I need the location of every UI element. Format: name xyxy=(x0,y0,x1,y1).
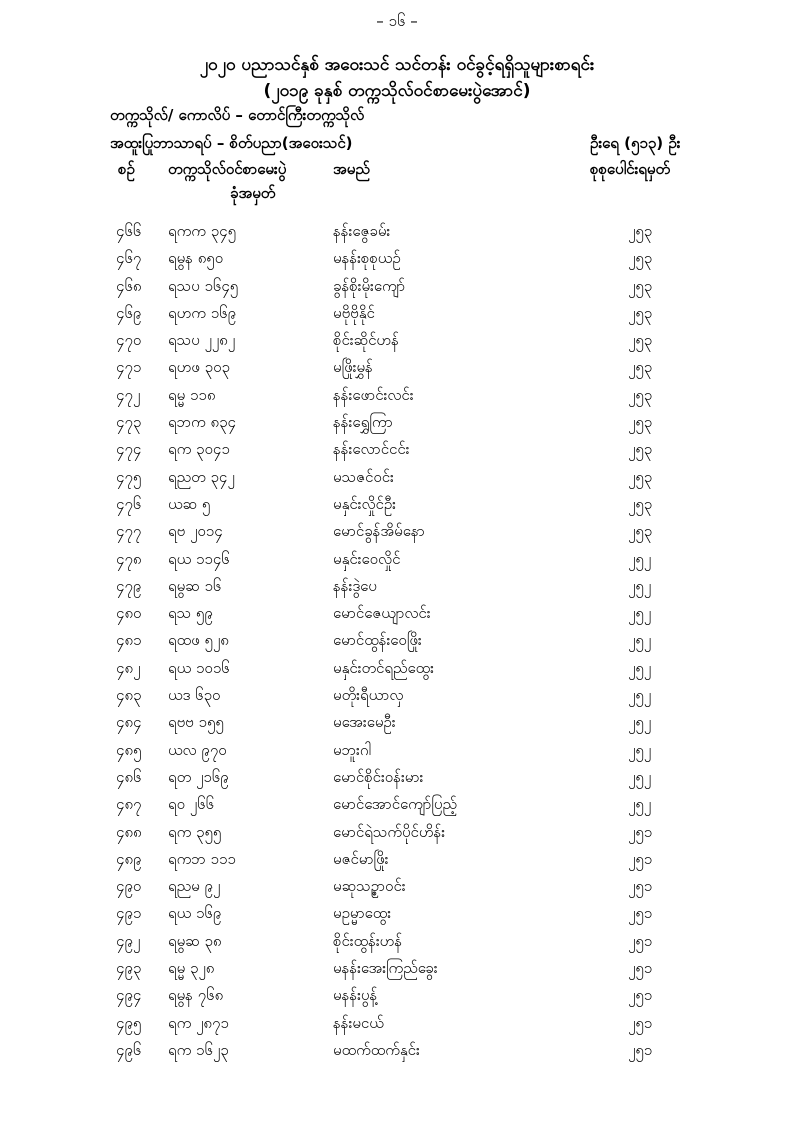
university-label: တက္ကသိုလ်/ ကောလိပ် – တောင်ကြီးတက္ကသိုလ် xyxy=(110,106,365,124)
total-score: ၂၅၃ xyxy=(628,222,653,240)
total-score: ၂၅၂ xyxy=(628,549,652,568)
roll-number: ရဟဖ ၃၀၃ xyxy=(168,358,230,377)
roll-number: ရထဖ ၅၂၈ xyxy=(168,631,229,650)
total-score: ၂၅၂ xyxy=(628,713,652,732)
table-row xyxy=(0,440,794,467)
row-number: ၄၈၂ xyxy=(116,658,141,677)
total-score: ၂၅၁ xyxy=(628,849,653,868)
total-score: ၂၅၁ xyxy=(628,986,653,1005)
student-name: မနန်းစုစုယဉ် xyxy=(333,249,401,268)
student-name: မဆုသဉ္စာဝင်း xyxy=(333,877,406,896)
student-name: မောင်ခွန်အိမ်နော xyxy=(333,522,425,541)
roll-number: ရယ ၁၀၁၆ xyxy=(168,658,230,677)
table-row xyxy=(0,386,794,413)
table-row xyxy=(0,495,794,522)
total-score: ၂၅၂ xyxy=(628,686,652,705)
row-number: ၄၈၇ xyxy=(116,795,142,814)
student-name: မဖြိုးမွှန် xyxy=(333,358,373,377)
roll-number: ရသ ၅၉ xyxy=(168,604,213,623)
table-row xyxy=(0,850,794,877)
student-name: မဘူးဂါ xyxy=(333,740,371,759)
table-row xyxy=(0,741,794,768)
total-score: ၂၅၃ xyxy=(628,413,653,432)
roll-number: ရကဘ ၁၁၁ xyxy=(168,849,236,868)
roll-number: ရက ၃၀၄၁ xyxy=(168,440,230,459)
roll-number: ရက ၃၅၅ xyxy=(168,822,222,841)
row-number: ၄၈၁ xyxy=(116,631,142,650)
table-row xyxy=(0,795,794,822)
roll-number: ရမွန ၇၆၈ xyxy=(168,986,224,1005)
total-score: ၂၅၃ xyxy=(628,303,653,322)
document-subtitle: (၂၀၁၉ ခုနှစ် တက္ကသိုလ်ဝင်စာမေးပွဲအောင်) xyxy=(263,81,531,101)
roll-number: ရမွဆ ၃၈ xyxy=(168,931,222,950)
row-number: ၄၈၃ xyxy=(116,686,142,705)
student-name: နန်းရွှေကြာ xyxy=(333,413,393,432)
row-number: ၄၇၉ xyxy=(116,576,142,595)
roll-number: ရဗ ၂၀၁၄ xyxy=(168,522,223,541)
total-score: ၂၅၂ xyxy=(628,740,652,759)
total-score: ၂၅၂ xyxy=(628,631,652,650)
total-score: ၂၅၃ xyxy=(628,522,653,541)
student-name: မောင်ထွန်းဝေဖြိုး xyxy=(333,631,422,650)
row-number: ၄၇၃ xyxy=(116,413,142,432)
header-no: စဉ် xyxy=(118,160,135,178)
table-row xyxy=(0,277,794,304)
student-name: နန်းလောင်ငင်း xyxy=(333,440,410,459)
roll-number: ယလ ၉၇၀ xyxy=(168,740,227,759)
table-row xyxy=(0,1041,794,1068)
row-number: ၄၈၅ xyxy=(116,740,142,759)
total-score: ၂၅၂ xyxy=(628,604,652,623)
roll-number: ရသပ ၁၆၄၅ xyxy=(168,276,239,295)
student-name: မနှင်းဝေလှိုင် xyxy=(333,549,401,568)
table-row xyxy=(0,468,794,495)
row-number: ၄၉၅ xyxy=(116,1013,142,1032)
row-number: ၄၇၆ xyxy=(116,494,142,513)
row-number: ၄၉၄ xyxy=(116,986,142,1005)
table-row xyxy=(0,877,794,904)
row-number: ၄၆၉ xyxy=(116,303,142,322)
header-name: အမည် xyxy=(333,160,370,178)
table-row xyxy=(0,604,794,631)
row-number: ၄၇၀ xyxy=(116,331,142,350)
student-name: မသဇင်ဝင်း xyxy=(333,467,394,486)
row-number: ၄၈၉ xyxy=(116,849,142,868)
row-number: ၄၇၁ xyxy=(116,358,142,377)
header-roll: တက္ကသိုလ်ဝင်စာမေးပွဲ xyxy=(168,160,287,178)
header-roll-line2: ခုံအမှတ် xyxy=(230,184,276,202)
table-row xyxy=(0,659,794,686)
total-score: ၂၅၁ xyxy=(628,877,653,896)
roll-number: ရတ ၂၁၆၉ xyxy=(168,767,229,786)
student-name: ခွန်စိုးမိုးကျော် xyxy=(333,276,406,295)
roll-number: ရဗဗ ၁၅၅ xyxy=(168,713,224,732)
page-number: – ၁၆ – xyxy=(376,12,418,30)
roll-number: ရဝ ၂၆၆ xyxy=(168,795,215,814)
row-number: ၄၈၄ xyxy=(116,713,142,732)
row-number: ၄၇၅ xyxy=(116,467,142,486)
total-score: ၂၅၁ xyxy=(628,822,653,841)
table-row xyxy=(0,358,794,385)
table-row xyxy=(0,631,794,658)
major-label: အထူးပြုဘာသာရပ် – စိတ်ပညာ(အဝေးသင်) xyxy=(110,134,353,152)
roll-number: ရကက ၃၄၅ xyxy=(168,222,237,240)
row-number: ၄၇၈ xyxy=(116,549,142,568)
total-score: ၂၅၃ xyxy=(628,467,653,486)
roll-number: ရဘက ၈၃၄ xyxy=(168,413,236,432)
total-count: ဦးရေ (၅၁၃) ဦး xyxy=(590,134,681,152)
roll-number: ယဆ ၅ xyxy=(168,494,211,513)
table-row xyxy=(0,932,794,959)
total-score: ၂၅၂ xyxy=(628,767,652,786)
total-score: ၂၅၁ xyxy=(628,959,653,978)
student-name: မဇင်မာဖြိုး xyxy=(333,849,389,868)
student-name: မအေးမေဦး xyxy=(333,713,396,732)
total-score: ၂၅၃ xyxy=(628,385,653,404)
row-number: ၄၇၄ xyxy=(116,440,142,459)
roll-number: ရသပ ၂၂၈၂ xyxy=(168,331,236,350)
row-number: ၄၉၁ xyxy=(116,904,142,923)
table-row xyxy=(0,249,794,276)
table-row xyxy=(0,550,794,577)
student-name: နန်းဖောင်းလင်း xyxy=(333,385,414,404)
student-name: မဗိုဗိုနိုင် xyxy=(333,303,375,322)
table-row xyxy=(0,331,794,358)
student-name: မနန်းအေးကြည်ခွေး xyxy=(333,959,438,978)
total-score: ၂၅၁ xyxy=(628,904,653,923)
total-score: ၂၅၁ xyxy=(628,931,653,950)
total-score: ၂၅၂ xyxy=(628,576,652,595)
total-score: ၂၅၃ xyxy=(628,494,653,513)
table-row xyxy=(0,959,794,986)
student-name: မနှင်းလှိုင်ဦး xyxy=(333,494,396,513)
student-name: မဥမ္မာထွေး xyxy=(333,904,392,923)
total-score: ၂၅၃ xyxy=(628,276,653,295)
document-title: ၂၀၂၀ ပညာသင်နှစ် အဝေးသင် သင်တန်း ဝင်ခွင့်ရရှိသူများစာရင်း xyxy=(199,55,595,75)
student-name: မောင်ရဲသက်ပိုင်ဟိန်း xyxy=(333,822,446,841)
row-number: ၄၉၃ xyxy=(116,959,142,978)
student-name: မောင်စိုင်းဝန်းမား xyxy=(333,767,424,786)
row-number: ၄၉၆ xyxy=(116,1040,142,1059)
table-row xyxy=(0,222,794,249)
roll-number: ယဒ ၆၃၀ xyxy=(168,686,221,705)
table-row xyxy=(0,522,794,549)
roll-number: ရမွန ၈၅၀ xyxy=(168,249,224,268)
row-number: ၄၈၆ xyxy=(116,767,142,786)
total-score: ၂၅၂ xyxy=(628,658,652,677)
roll-number: ရညတ ၃၄၂ xyxy=(168,467,235,486)
roll-number: ရမ္မ ၃၂၈ xyxy=(168,959,215,978)
total-score: ၂၅၁ xyxy=(628,1040,653,1059)
row-number: ၄၇၇ xyxy=(116,522,142,541)
row-number: ၄၉၀ xyxy=(116,877,142,896)
roll-number: ရယ ၁၁၄၆ xyxy=(168,549,230,568)
student-name: စိုင်းထွန်းဟန် xyxy=(333,931,403,950)
total-score: ၂၅၃ xyxy=(628,331,653,350)
roll-number: ရမွဆ ၁၆ xyxy=(168,576,222,595)
header-score: စုစုပေါင်းရမှတ် xyxy=(590,160,671,178)
roll-number: ရဟက ၁၆၉ xyxy=(168,303,237,322)
student-name: နန်းမငယ် xyxy=(333,1013,384,1032)
row-number: ၄၇၂ xyxy=(116,385,141,404)
student-name: မတိုးရီယာလှ xyxy=(333,686,404,705)
total-score: ၂၅၃ xyxy=(628,440,653,459)
roll-number: ရမ္မ ၁၁၈ xyxy=(168,385,216,404)
student-name: စိုင်းဆိုင်ဟန် xyxy=(333,331,399,350)
roll-number: ရက ၁၆၂၃ xyxy=(168,1040,229,1059)
row-number: ၄၉၂ xyxy=(116,931,141,950)
roll-number: ရက ၂၈၇၁ xyxy=(168,1013,229,1032)
row-number: ၄၆၇ xyxy=(116,249,142,268)
student-name: နန်းဇွေခမ်း xyxy=(333,222,391,240)
table-row xyxy=(0,823,794,850)
table-row xyxy=(0,304,794,331)
roll-number: ရယ ၁၆၉ xyxy=(168,904,222,923)
student-name: မနှင်းတင်ရည်ထွေး xyxy=(333,658,434,677)
total-score: ၂၅၂ xyxy=(628,795,652,814)
table-row xyxy=(0,686,794,713)
roll-number: ရညမ ၉၂ xyxy=(168,877,221,896)
table-row xyxy=(0,768,794,795)
student-name: နန်းဒွဲပေ xyxy=(333,576,377,595)
results-list xyxy=(0,222,794,1068)
student-name: မောင်အောင်ကျော်ပြည့် xyxy=(333,795,457,814)
row-number: ၄၈၈ xyxy=(116,822,142,841)
student-name: မနန်းပွန့် xyxy=(333,986,378,1005)
student-name: မောင်ဇေယျာလင်း xyxy=(333,604,431,623)
table-row xyxy=(0,713,794,740)
table-row xyxy=(0,904,794,931)
row-number: ၄၈၀ xyxy=(116,604,142,623)
row-number: ၄၆၈ xyxy=(116,276,142,295)
table-row xyxy=(0,577,794,604)
total-score: ၂၅၃ xyxy=(628,249,653,268)
row-number: ၄၆၆ xyxy=(116,222,142,240)
table-row xyxy=(0,413,794,440)
student-name: မထက်ထက်နှင်း xyxy=(333,1040,420,1059)
table-row xyxy=(0,986,794,1013)
table-row xyxy=(0,1014,794,1041)
total-score: ၂၅၃ xyxy=(628,358,653,377)
total-score: ၂၅၁ xyxy=(628,1013,653,1032)
